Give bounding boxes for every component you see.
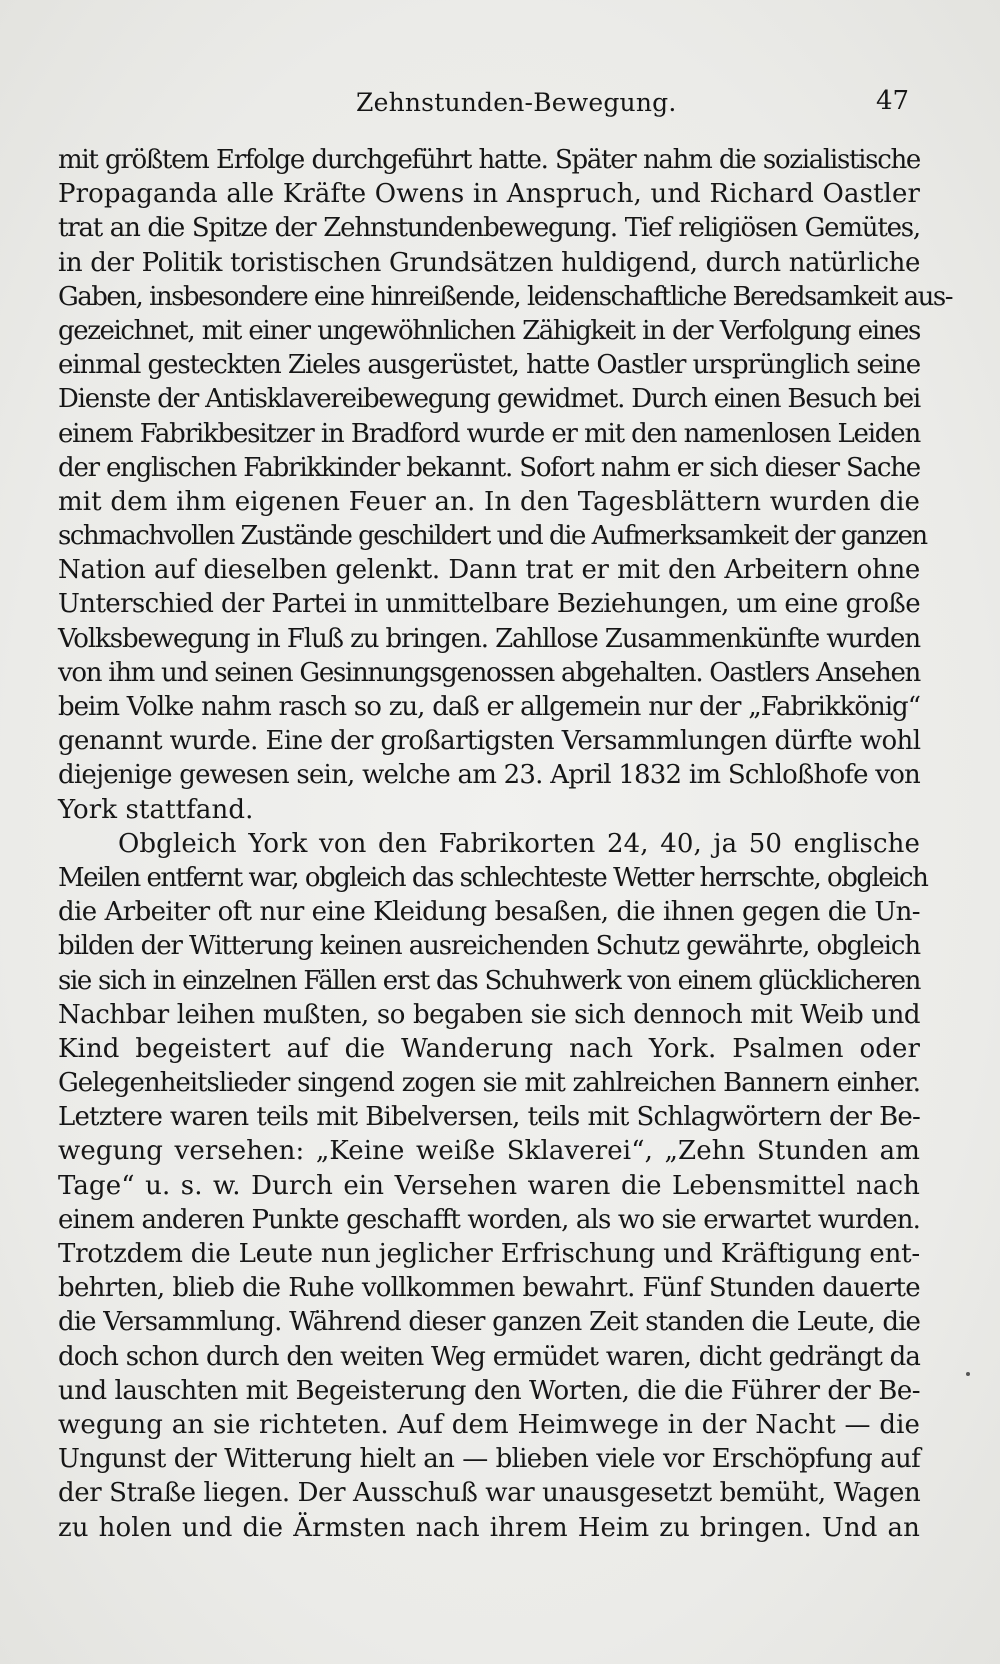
text-line: Obgleich York von den Fabrikorten 24, 40, ja 50 englische [118, 828, 920, 859]
running-title: Zehnstunden-Bewegung. [356, 88, 677, 117]
running-head [0, 88, 1000, 128]
text-line: von ihm und seinen Gesinnungsgenossen abgehalten. Oastlers Ansehen [58, 657, 920, 688]
paper-speck [966, 1372, 970, 1376]
text-line: trat an die Spitze der Zehnstundenbewegung. Tief religiösen Gemütes, [58, 213, 920, 244]
text-line: der Straße liegen. Der Ausschuß war unausgesetzt bemüht, Wagen [58, 1478, 921, 1509]
text-line: Letztere waren teils mit Bibelversen, teils mit Schlagwörtern der Be- [58, 1102, 920, 1133]
text-line: Propaganda alle Kräfte Owens in Anspruch, und Richard Oastler [58, 179, 920, 210]
text-line: genannt wurde. Eine der großartigsten Versammlungen dürfte wohl [58, 726, 921, 757]
paragraph [58, 143, 953, 827]
text-line: Nachbar leihen mußten, so begaben sie sich dennoch mit Weib und [58, 999, 920, 1030]
text-line: einmal gesteckten Zieles ausgerüstet, hatte Oastler ursprünglich seine [58, 350, 920, 381]
text-line: Volksbewegung in Fluß zu bringen. Zahllose Zusammenkünfte wurden [58, 623, 920, 654]
text-line: Gelegenheitslieder singend zogen sie mit zahlreichen Bannern einher. [58, 1068, 920, 1099]
text-line: Tage“ u. s. w. Durch ein Versehen waren die Lebensmittel nach [58, 1170, 920, 1201]
text-line: einem anderen Punkte geschafft worden, als wo sie erwartet wurden. [58, 1204, 920, 1235]
text-line: diejenige gewesen sein, welche am 23. April 1832 im Schloßhofe von [58, 760, 920, 791]
text-line: sie sich in einzelnen Fällen erst das Schuhwerk von einem glücklicheren [58, 965, 920, 996]
text-line: der englischen Fabrikkinder bekannt. Sofort nahm er sich dieser Sache [58, 452, 920, 483]
body-text [58, 143, 953, 1545]
text-line: Gaben, insbesondere eine hinreißende, leidenschaftliche Beredsamkeit aus- [58, 281, 953, 312]
text-line: Unterschied der Partei in unmittelbare Beziehungen, um eine große [58, 589, 920, 620]
text-line: in der Politik toristischen Grundsätzen huldigend, durch natürliche [58, 247, 920, 278]
text-line: bilden der Witterung keinen ausreichenden Schutz gewährte, obgleich [58, 931, 920, 962]
text-line: doch schon durch den weiten Weg ermüdet waren, dicht gedrängt da [58, 1341, 920, 1372]
text-line: York stattfand. [58, 794, 254, 825]
text-line: und lauschten mit Begeisterung den Worten, die die Führer der Be- [58, 1375, 920, 1406]
text-line: gezeichnet, mit einer ungewöhnlichen Zähigkeit in der Verfolgung eines [58, 315, 920, 346]
text-line: Kind begeistert auf die Wanderung nach York. Psalmen oder [58, 1033, 920, 1064]
text-line: Dienste der Antisklavereibewegung gewidmet. Durch einen Besuch bei [58, 384, 920, 415]
text-line: mit größtem Erfolge durchgeführt hatte. Später nahm die sozialistische [58, 145, 920, 175]
paragraph [58, 827, 928, 1545]
text-line: schmachvollen Zustände geschildert und die Aufmerksamkeit der ganzen [58, 521, 927, 552]
text-line: beim Volke nahm rasch so zu, daß er allgemein nur der „Fabrikkönig“ [58, 692, 920, 722]
page-number: 47 [876, 86, 910, 116]
text-line: wegung an sie richteten. Auf dem Heimwege in der Nacht — die [58, 1409, 920, 1440]
text-line: wegung versehen: „Keine weiße Sklaverei“, „Zehn Stunden am [58, 1136, 920, 1167]
text-line: die Arbeiter oft nur eine Kleidung besaßen, die ihnen gegen die Un- [58, 897, 920, 928]
text-line: die Versammlung. Während dieser ganzen Zeit standen die Leute, die [58, 1307, 920, 1338]
text-line: Trotzdem die Leute nun jeglicher Erfrischung und Kräftigung ent- [58, 1239, 920, 1269]
text-line: einem Fabrikbesitzer in Bradford wurde er mit den namenlosen Leiden [58, 418, 920, 449]
text-line: behrten, blieb die Ruhe vollkommen bewahrt. Fünf Stunden dauerte [58, 1273, 920, 1304]
text-line: Nation auf dieselben gelenkt. Dann trat er mit den Arbeitern ohne [58, 555, 920, 586]
text-line: Ungunst der Witterung hielt an — blieben viele vor Erschöpfung auf [58, 1444, 920, 1475]
text-line: zu holen und die Ärmsten nach ihrem Heim zu bringen. Und an [58, 1512, 920, 1543]
text-line: Meilen entfernt war, obgleich das schlechteste Wetter herrschte, obgleich [58, 862, 928, 893]
text-line: mit dem ihm eigenen Feuer an. In den Tagesblättern wurden die [58, 486, 920, 517]
